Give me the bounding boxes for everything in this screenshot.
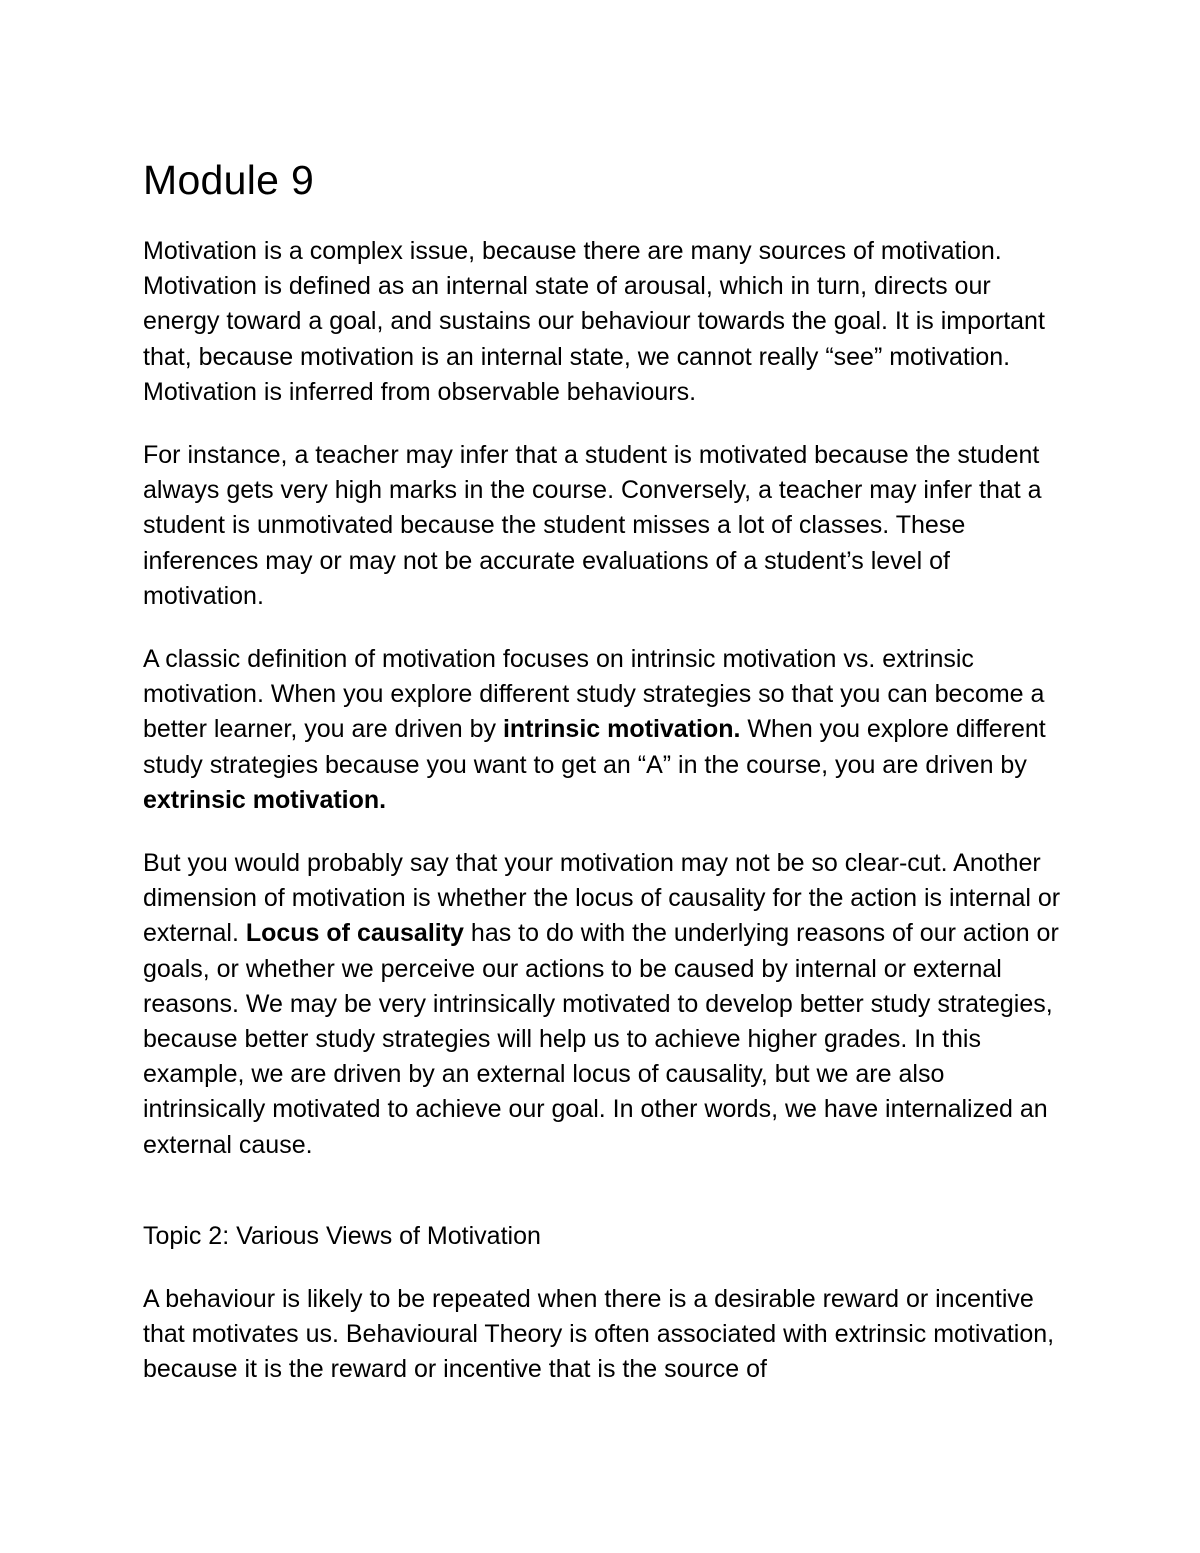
bold-term-extrinsic: extrinsic motivation. [143,785,387,814]
paragraph-motivation-definition: Motivation is a complex issue, because there are many sources of motivation. Motivation is defined as an internal state of arousal, which in turn, directs our energy toward a goal, and sustains our behaviour towards the goal. It is important that, because motivation is an internal state, we cannot really “see” motivation. Motivation is inferred from observable behaviours. [143,237,1045,406]
paragraph-text: But you would probably say that your motivation may not be so clear-cut. Another dimension of motivation is whether the locus of causality for the action is internal or external. [143,849,1061,948]
topic-heading: Topic 2: Various Views of Motivation [143,1221,541,1250]
bold-term-intrinsic: intrinsic motivation. [502,715,741,744]
paragraph-behavioural-theory: A behaviour is likely to be repeated when there is a desirable reward or incentive that motivates us. Behavioural Theory is often associated with extrinsic motivation, because it is the reward or incentive that is the source of [143,1285,1055,1384]
paragraph-text: A classic definition of motivation focuses on intrinsic motivation vs. extrinsic motivation. When you explore different study strategies so that you can become a better learner, you are driven by [143,645,1045,744]
paragraph-intrinsic-extrinsic [143,642,1073,818]
paragraph-text: When you explore different study strategies because you want to get an “A” in the course, you are driven by [143,715,1046,779]
paragraph-teacher-inference: For instance, a teacher may infer that a student is motivated because the student always gets very high marks in the course. Conversely, a teacher may infer that a student is unmotivated because the student misses a lot of classes. These inferences may or may not be accurate evaluations of a student’s level of motivation. [143,441,1042,610]
paragraph-locus-of-causality [143,846,1073,1163]
bold-term-locus: Locus of causality [245,919,464,948]
document-page [143,150,1073,1416]
paragraph-text: has to do with the underlying reasons of our action or goals, or whether we perceive our actions to be caused by internal or external reasons. We may be very intrinsically motivated to develop better study strategies, because better study strategies will help us to achieve higher grades. In this example, we are driven by an external locus of causality, but we are also intrinsically motivated to achieve our goal. In other words, we have internalized an external cause. [143,919,1059,1159]
page-title: Module 9 [143,157,315,203]
